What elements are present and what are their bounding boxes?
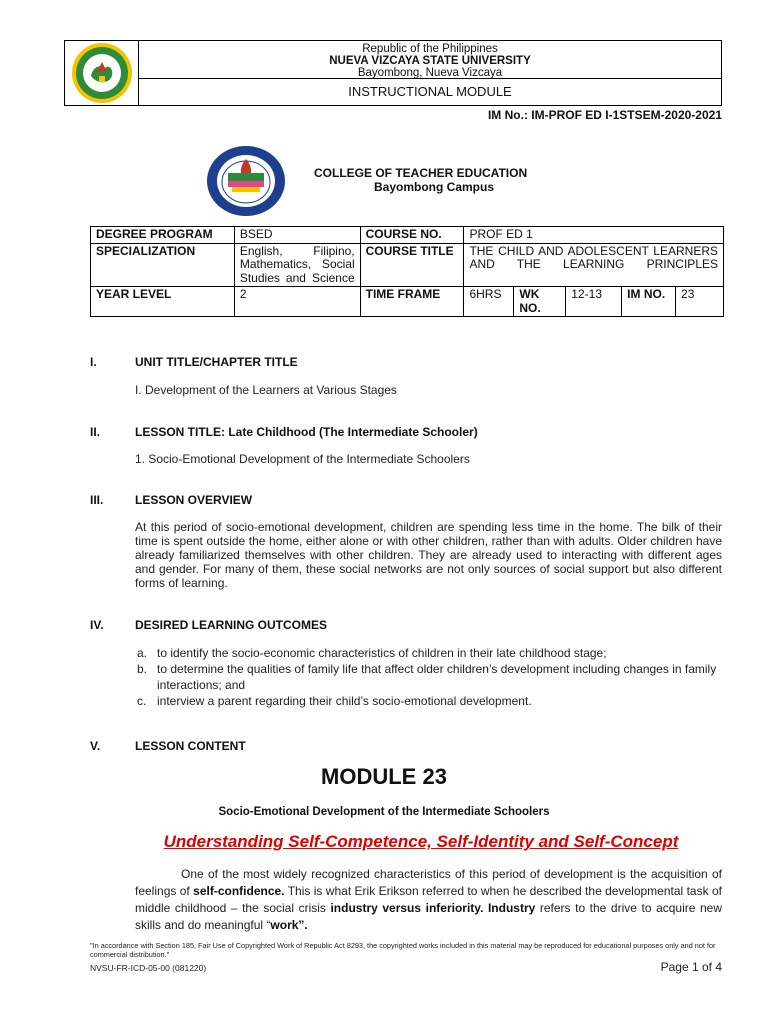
lesson-overview-text: At this period of socio-emotional development, children are spending less time in the home. The bilk of their time is spent outside the home, either alone or with other children, rather than with adults. Older children have already familiarized themselves with other children. They are already used to interacting with different ages and gender. For many of them, these social networks are not only sources of social support but also different forms of learning. — [135, 520, 722, 590]
copyright-footnote: "In accordance with Section 185, Fair Use of Copyrighted Work of Republic Act 8293, the copyrighted works included in this material may be reproduced for educational purposes only and not for commercial distribution." — [90, 941, 716, 959]
course-no-value: PROF ED 1 — [464, 227, 724, 244]
college-name-block — [314, 166, 527, 194]
table-row — [91, 287, 724, 317]
list-item: c. interview a parent regarding their child’s socio-emotional development. — [137, 694, 532, 708]
unit-title-text: I. Development of the Learners at Various Stages — [135, 383, 397, 397]
specialization-value: English, Filipino, Mathematics, Social Studies and Science — [234, 243, 360, 287]
header-university-name: NUEVA VIZCAYA STATE UNIVERSITY — [329, 55, 531, 67]
table-row — [91, 227, 724, 244]
degree-label: DEGREE PROGRAM — [91, 227, 235, 244]
section-number: II. — [90, 425, 101, 439]
section-number: I. — [90, 355, 97, 369]
module-heading: Understanding Self-Competence, Self-Identity and Self-Concept — [163, 832, 679, 851]
section-title: LESSON OVERVIEW — [135, 493, 253, 507]
specialization-label: SPECIALIZATION — [91, 243, 235, 287]
section-title: DESIRED LEARNING OUTCOMES — [135, 618, 328, 632]
section-heading-lesson-content — [90, 739, 246, 753]
college-campus: Bayombong Campus — [374, 180, 495, 194]
form-code: NVSU-FR-ICD-05-00 (081220) — [90, 963, 207, 973]
header-institution — [139, 41, 721, 79]
course-title-value: THE CHILD AND ADOLESCENT LEARNERS AND THE LEARNING PRINCIPLES — [464, 243, 724, 287]
im-no-label: IM NO. — [622, 287, 676, 317]
section-heading-unit-title — [90, 355, 298, 369]
college-name: COLLEGE OF TEACHER EDUCATION — [314, 166, 528, 180]
header-module-type: INSTRUCTIONAL MODULE — [348, 84, 512, 99]
im-number: IM No.: IM-PROF ED I-1STSEM-2020-2021 — [487, 108, 722, 122]
section-heading-learning-outcomes — [90, 618, 327, 632]
learning-outcomes-list — [135, 645, 722, 709]
course-info-table — [90, 226, 724, 317]
college-seal — [206, 145, 286, 222]
list-item: b. to determine the qualities of family life that affect older children’s development including changes in family interactions; and — [137, 662, 717, 692]
lesson-title-text: 1. Socio-Emotional Development of the Intermediate Schoolers — [135, 452, 470, 466]
section-number: V. — [90, 739, 101, 753]
degree-value: BSED — [234, 227, 360, 244]
document-header — [64, 40, 722, 106]
year-level-value: 2 — [234, 287, 360, 317]
list-item: a. to identify the socio-economic characteristics of children in their late childhood stage; — [137, 646, 607, 660]
section-heading-lesson-overview — [90, 493, 252, 507]
section-title: LESSON CONTENT — [135, 739, 246, 753]
section-title: LESSON TITLE: Late Childhood (The Intermediate Schooler) — [135, 425, 478, 439]
table-row — [91, 243, 724, 287]
year-level-label: YEAR LEVEL — [91, 287, 235, 317]
time-frame-label: TIME FRAME — [360, 287, 464, 317]
section-number: IV. — [90, 618, 104, 632]
module-title: MODULE 23 — [321, 764, 447, 789]
course-title-label: COURSE TITLE — [360, 243, 464, 287]
time-frame-value: 6HRS — [464, 287, 514, 317]
header-location: Bayombong, Nueva Vizcaya — [357, 67, 503, 79]
module-paragraph: One of the most widely recognized characteristics of this period of development is the acquisition of feelings of self-confidence. This is what Erik Erikson referred to when he described the developmental task of middle childhood – the social crisis industry versus inferiority. Industry refers to the drive to acquire new skills and do meaningful “work”. — [135, 867, 722, 932]
page-number: Page 1 of 4 — [660, 960, 722, 974]
section-title: UNIT TITLE/CHAPTER TITLE — [135, 355, 298, 369]
week-no-value: 12-13 — [566, 287, 622, 317]
module-subtitle: Socio-Emotional Development of the Intermediate Schoolers — [218, 806, 550, 818]
university-seal-icon — [71, 42, 133, 104]
course-no-label: COURSE NO. — [360, 227, 464, 244]
college-seal-icon — [206, 145, 286, 217]
header-line1: Republic of the Philippines — [362, 43, 498, 55]
week-no-label: WK NO. — [514, 287, 566, 317]
university-seal — [65, 41, 139, 105]
section-heading-lesson-title — [90, 425, 478, 439]
im-no-value: 23 — [676, 287, 724, 317]
section-number: III. — [90, 493, 104, 507]
